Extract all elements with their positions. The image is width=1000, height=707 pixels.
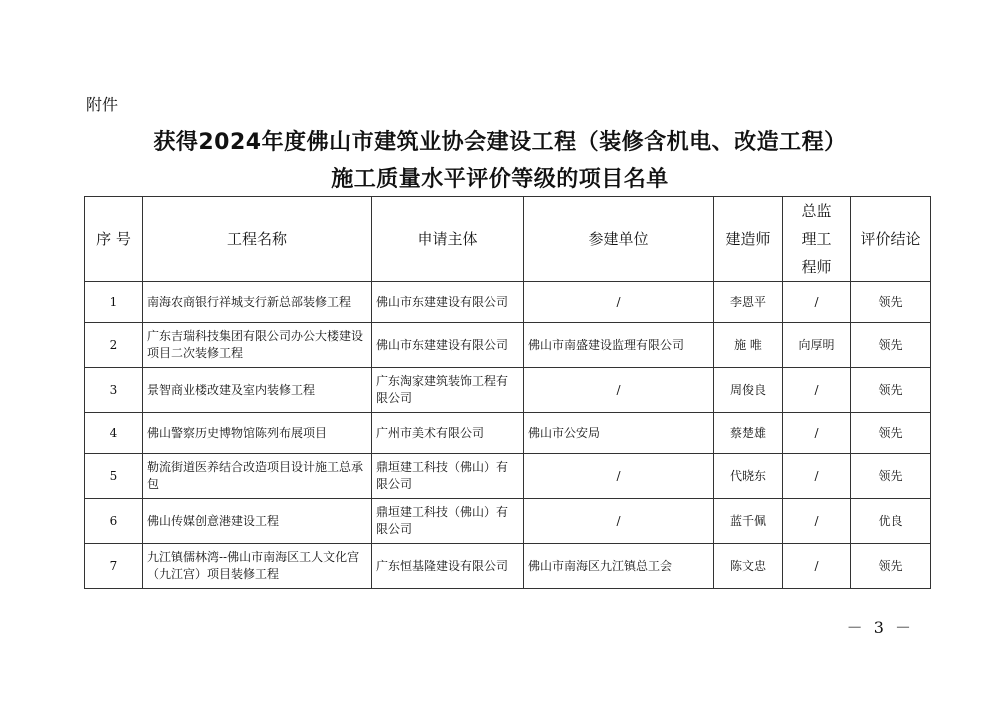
row-supervisor: /	[783, 282, 851, 323]
row-applicant: 鼎垣建工科技（佛山）有限公司	[372, 499, 524, 544]
row-applicant: 佛山市东建建设有限公司	[372, 282, 524, 323]
row-builder: 蔡楚雄	[714, 413, 783, 454]
row-result: 领先	[851, 544, 931, 589]
row-no: 5	[85, 454, 143, 499]
table-row	[85, 544, 931, 589]
row-project: 佛山传媒创意港建设工程	[143, 499, 372, 544]
row-supervisor: /	[783, 454, 851, 499]
row-supervisor: /	[783, 368, 851, 413]
document-title-line1: 获得2024年度佛山市建筑业协会建设工程（装修含机电、改造工程）	[153, 130, 847, 155]
row-applicant: 广东恒基隆建设有限公司	[372, 544, 524, 589]
row-supervisor: /	[783, 499, 851, 544]
row-builder: 陈文忠	[714, 544, 783, 589]
row-applicant: 广东淘家建筑装饰工程有限公司	[372, 368, 524, 413]
row-result: 领先	[851, 413, 931, 454]
row-no: 4	[85, 413, 143, 454]
attachment-label: 附件	[86, 95, 119, 114]
table-row	[85, 499, 931, 544]
row-result: 领先	[851, 323, 931, 368]
row-participant: 佛山市南海区九江镇总工会	[524, 544, 714, 589]
row-no: 2	[85, 323, 143, 368]
row-project: 佛山警察历史博物馆陈列布展项目	[143, 413, 372, 454]
header-project: 工程名称	[143, 197, 372, 282]
row-supervisor: 向厚明	[783, 323, 851, 368]
row-result: 领先	[851, 454, 931, 499]
header-supervisor: 总监理工程师	[783, 197, 851, 282]
row-result: 领先	[851, 368, 931, 413]
header-builder: 建造师	[714, 197, 783, 282]
header-result: 评价结论	[851, 197, 931, 282]
row-no: 6	[85, 499, 143, 544]
row-builder: 周俊良	[714, 368, 783, 413]
table-row	[85, 323, 931, 368]
table-row	[85, 413, 931, 454]
row-no: 7	[85, 544, 143, 589]
row-no: 3	[85, 368, 143, 413]
table-header-row	[85, 197, 931, 282]
row-builder: 蓝千佩	[714, 499, 783, 544]
row-project: 勒流街道医养结合改造项目设计施工总承包	[143, 454, 372, 499]
row-applicant: 鼎垣建工科技（佛山）有限公司	[372, 454, 524, 499]
row-project: 南海农商银行祥城支行新总部装修工程	[143, 282, 372, 323]
header-no: 序 号	[85, 197, 143, 282]
row-builder: 李恩平	[714, 282, 783, 323]
row-applicant: 佛山市东建建设有限公司	[372, 323, 524, 368]
row-no: 1	[85, 282, 143, 323]
document-title-line2: 施工质量水平评价等级的项目名单	[331, 167, 669, 192]
row-participant: 佛山市南盛建设监理有限公司	[524, 323, 714, 368]
row-participant: /	[524, 368, 714, 413]
row-project: 广东吉瑞科技集团有限公司办公大楼建设项目二次装修工程	[143, 323, 372, 368]
row-participant: /	[524, 454, 714, 499]
page-number: － 3 －	[846, 618, 914, 637]
row-builder: 施 唯	[714, 323, 783, 368]
table-row	[85, 454, 931, 499]
row-applicant: 广州市美术有限公司	[372, 413, 524, 454]
row-result: 优良	[851, 499, 931, 544]
project-list-table	[84, 196, 931, 589]
row-project: 九江镇儒林湾--佛山市南海区工人文化宫（九江宫）项目装修工程	[143, 544, 372, 589]
table-row	[85, 368, 931, 413]
row-supervisor: /	[783, 544, 851, 589]
row-participant: /	[524, 499, 714, 544]
row-project: 景智商业楼改建及室内装修工程	[143, 368, 372, 413]
row-participant: 佛山市公安局	[524, 413, 714, 454]
row-builder: 代晓东	[714, 454, 783, 499]
header-participant: 参建单位	[524, 197, 714, 282]
row-result: 领先	[851, 282, 931, 323]
row-supervisor: /	[783, 413, 851, 454]
row-participant: /	[524, 282, 714, 323]
header-applicant: 申请主体	[372, 197, 524, 282]
table-row	[85, 282, 931, 323]
